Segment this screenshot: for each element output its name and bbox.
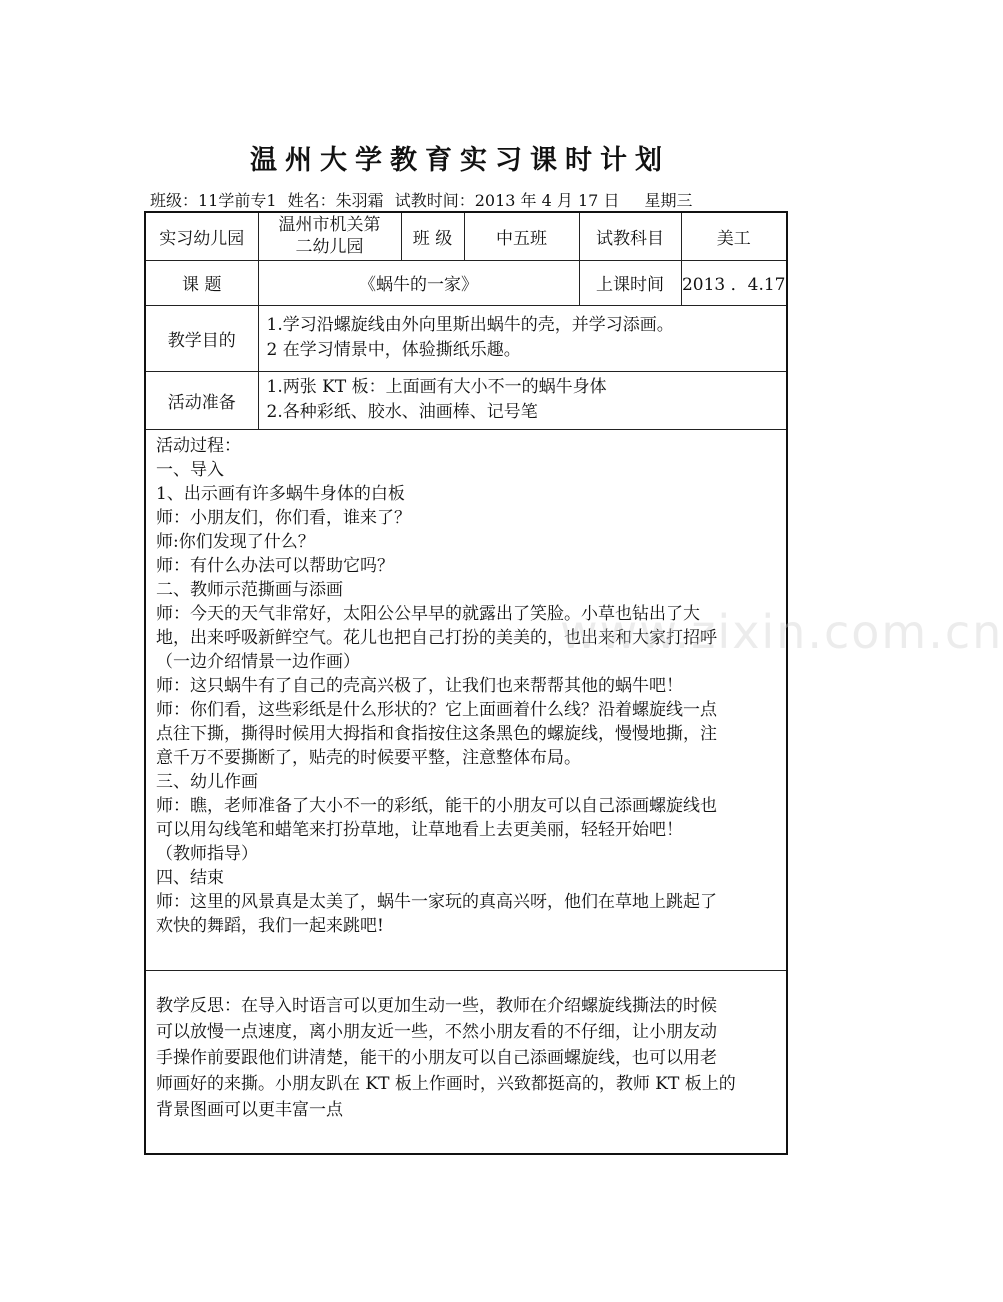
activity-process xyxy=(145,429,787,970)
process-line: 一、导入 xyxy=(156,459,224,480)
process-line: 点往下撕，撕得时候用大拇指和食指按住这条黑色的螺旋线，慢慢地撕，注 xyxy=(156,723,717,744)
reflection-line: 可以放慢一点速度，离小朋友近一些，不然小朋友看的不仔细，让小朋友动 xyxy=(156,1021,717,1042)
process-line: 师：瞧，老师准备了大小不一的彩纸，能干的小朋友可以自己添画螺旋线也 xyxy=(156,795,717,816)
subject-value: 美工 xyxy=(681,212,787,260)
reflection-line: 师画好的来撕。小朋友趴在 KT 板上作画时，兴致都挺高的，教师 KT 板上的 xyxy=(156,1073,736,1094)
date-value: 2013 ．4.17 xyxy=(681,260,787,305)
process-line: 地，出来呼吸新鲜空气。花儿也把自己打扮的美美的，也出来和大家打招呼 xyxy=(156,627,717,648)
lesson-plan-table xyxy=(144,211,788,1155)
prep-item: 2.各种彩纸、胶水、油画棒、记号笔 xyxy=(266,402,538,422)
process-line: 意千万不要撕断了，贴壳的时候要平整，注意整体布局。 xyxy=(156,747,581,768)
process-line: （一边介绍情景一边作画） xyxy=(156,651,360,672)
teaching-reflection xyxy=(145,970,787,1154)
topic-value: 《蜗牛的一家》 xyxy=(258,260,579,305)
process-line: 师：这只蜗牛有了自己的壳高兴极了，让我们也来帮帮其他的蜗牛吧！ xyxy=(156,675,683,696)
process-line: 师：你们看，这些彩纸是什么形状的？它上面画着什么线？沿着螺旋线一点 xyxy=(156,699,717,720)
kindergarten-value xyxy=(258,212,401,260)
name-info: 姓名：朱羽霜 xyxy=(287,191,384,210)
kindergarten-value-line2: 二幼儿园 xyxy=(295,237,364,258)
process-line: 师:你们发现了什么？ xyxy=(156,531,315,552)
topic-label: 课 题 xyxy=(145,260,258,305)
goal-item: 1.学习沿螺旋线由外向里斯出蜗牛的壳，并学习添画。 xyxy=(266,315,674,335)
reflection-line: 手操作前要跟他们讲清楚，能干的小朋友可以自己添画螺旋线，也可以用老 xyxy=(156,1047,717,1068)
class-info: 班级：11学前专1 xyxy=(150,191,277,210)
process-line: 欢快的舞蹈，我们一起来跳吧! xyxy=(156,915,384,936)
prep-content xyxy=(258,371,787,429)
header-info xyxy=(150,188,790,211)
date-label: 上课时间 xyxy=(579,260,681,305)
goals-label: 教学目的 xyxy=(145,305,258,371)
reflection-line: 背景图画可以更丰富一点 xyxy=(156,1099,343,1120)
prep-label: 活动准备 xyxy=(145,371,258,429)
kindergarten-label: 实习幼儿园 xyxy=(145,212,258,260)
goal-item: 2 在学习情景中，体验撕纸乐趣。 xyxy=(266,340,521,360)
process-line: 三、幼儿作画 xyxy=(156,771,258,792)
weekday-info: 星期三 xyxy=(644,191,693,210)
process-line: （教师指导） xyxy=(156,843,258,864)
reflection-line: 教学反思：在导入时语言可以更加生动一些，教师在介绍螺旋线撕法的时候 xyxy=(156,995,717,1016)
process-line: 师：小朋友们，你们看，谁来了？ xyxy=(156,507,411,528)
prep-item: 1.两张 KT 板：上面画有大小不一的蜗牛身体 xyxy=(266,377,607,397)
class-label: 班 级 xyxy=(401,212,464,260)
process-line: 二、教师示范撕画与添画 xyxy=(156,579,343,600)
subject-label: 试教科目 xyxy=(579,212,681,260)
process-line: 师：这里的风景真是太美了，蜗牛一家玩的真高兴呀，他们在草地上跳起了 xyxy=(156,891,717,912)
process-line: 活动过程： xyxy=(156,435,241,456)
process-line: 1、出示画有许多蜗牛身体的白板 xyxy=(156,483,405,504)
process-line: 师：有什么办法可以帮助它吗？ xyxy=(156,555,394,576)
process-line: 四、结束 xyxy=(156,867,224,888)
time-info: 试教时间：2013 年 4 月 17 日 xyxy=(394,191,620,210)
process-line: 师：今天的天气非常好，太阳公公早早的就露出了笑脸。小草也钻出了大 xyxy=(156,603,700,624)
process-line: 可以用勾线笔和蜡笔来打扮草地，让草地看上去更美丽，轻轻开始吧！ xyxy=(156,819,683,840)
page-title: 温州大学教育实习课时计划 xyxy=(250,145,670,176)
class-value: 中五班 xyxy=(464,212,579,260)
watermark: www.zixin.com.cn xyxy=(560,605,1003,659)
goals-content xyxy=(258,305,787,371)
kindergarten-value-line1: 温州市机关第 xyxy=(278,215,381,236)
